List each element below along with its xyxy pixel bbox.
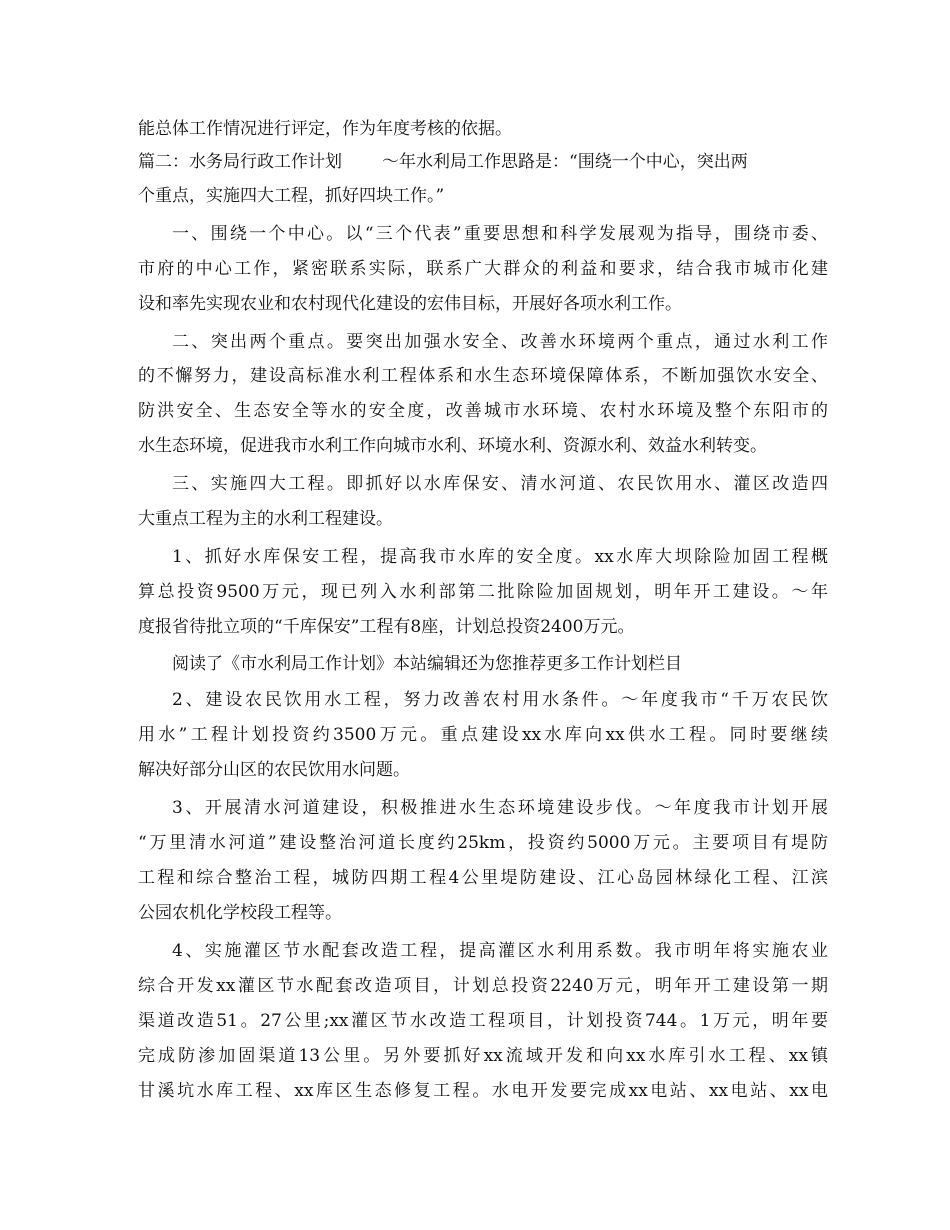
- text-line: 公园农机化学校段工程等。: [138, 903, 342, 923]
- text-line: 的不懈努力，建设高标准水利工程体系和水生态环境保障体系，不断加强饮水安全、: [138, 366, 828, 386]
- text-line: 3、开展清水河道建设，积极推进水生态环境建设步伐。～年度我市计划开展: [172, 798, 828, 818]
- text-line: 1、抓好水库保安工程，提高我市水库的安全度。xx水库大坝除险加固工程概: [172, 547, 828, 567]
- text-line: 能总体工作情况进行评定，作为年度考核的依据。: [138, 119, 512, 139]
- text-line: 三、实施四大工程。即抓好以水库保安、清水河道、农民饮用水、灌区改造四: [172, 474, 828, 494]
- text-line: 算总投资9500万元，现已列入水利部第二批除险加固规划，明年开工建设。～年: [138, 582, 828, 602]
- text-line: 甘溪坑水库工程、xx库区生态修复工程。水电开发要完成xx电站、xx电站、xx电: [138, 1081, 828, 1101]
- text-line: 渠道改造51。27公里;xx灌区节水改造工程项目，计划投资744。1万元，明年要: [138, 1011, 828, 1031]
- text-line: 用水”工程计划投资约3500万元。重点建设xx水库向xx供水工程。同时要继续: [138, 725, 828, 745]
- text-line: 二、突出两个重点。要突出加强水安全、改善水环境两个重点，通过水利工作: [172, 332, 828, 352]
- text-line: 市府的中心工作，紧密联系实际，联系广大群众的利益和要求，结合我市城市化建: [138, 259, 828, 279]
- text-line: 完成防渗加固渠道13公里。另外要抓好xx流域开发和向xx水库引水工程、xx镇: [138, 1046, 828, 1066]
- text-line: “万里清水河道”建设整治河道长度约25km，投资约5000万元。主要项目有堤防: [138, 833, 828, 853]
- text-line: [138, 146, 828, 178]
- text-line: 水生态环境，促进我市水利工作向城市水利、环境水利、资源水利、效益水利转变。: [138, 436, 767, 456]
- text-line: 2、建设农民饮用水工程，努力改善农村用水条件。～年度我市“千万农民饮: [172, 690, 828, 710]
- text-line: 设和率先实现农业和农村现代化建设的宏伟目标，开展好各项水利工作。: [138, 294, 682, 314]
- section-heading: 篇二：水务局行政工作计划: [138, 152, 342, 172]
- text-line: 防洪安全、生态安全等水的安全度，改善城市水环境、农村水环境及整个东阳市的: [138, 401, 828, 421]
- text-line: 解决好部分山区的农民饮用水问题。: [138, 760, 410, 780]
- text-line: 阅读了《市水利局工作计划》本站编辑还为您推荐更多工作计划栏目: [172, 654, 682, 674]
- text-line: 个重点，实施四大工程，抓好四块工作。”: [138, 186, 445, 206]
- text-line: 大重点工程为主的水利工程建设。: [138, 509, 393, 529]
- text-line: 度报省待批立项的“千库保安”工程有8座，计划总投资2400万元。: [138, 617, 635, 637]
- text-span: ～年水利局工作思路是：“围绕一个中心，突出两: [382, 152, 748, 172]
- text-line: 一、围绕一个中心。以“三个代表”重要思想和科学发展观为指导，围绕市委、: [172, 224, 828, 244]
- text-line: 工程和综合整治工程，城防四期工程4公里堤防建设、江心岛园林绿化工程、江滨: [138, 868, 828, 888]
- text-line: 4、实施灌区节水配套改造工程，提高灌区水利用系数。我市明年将实施农业: [172, 941, 828, 961]
- text-line: 综合开发xx灌区节水配套改造项目，计划总投资2240万元，明年开工建设第一期: [138, 976, 828, 996]
